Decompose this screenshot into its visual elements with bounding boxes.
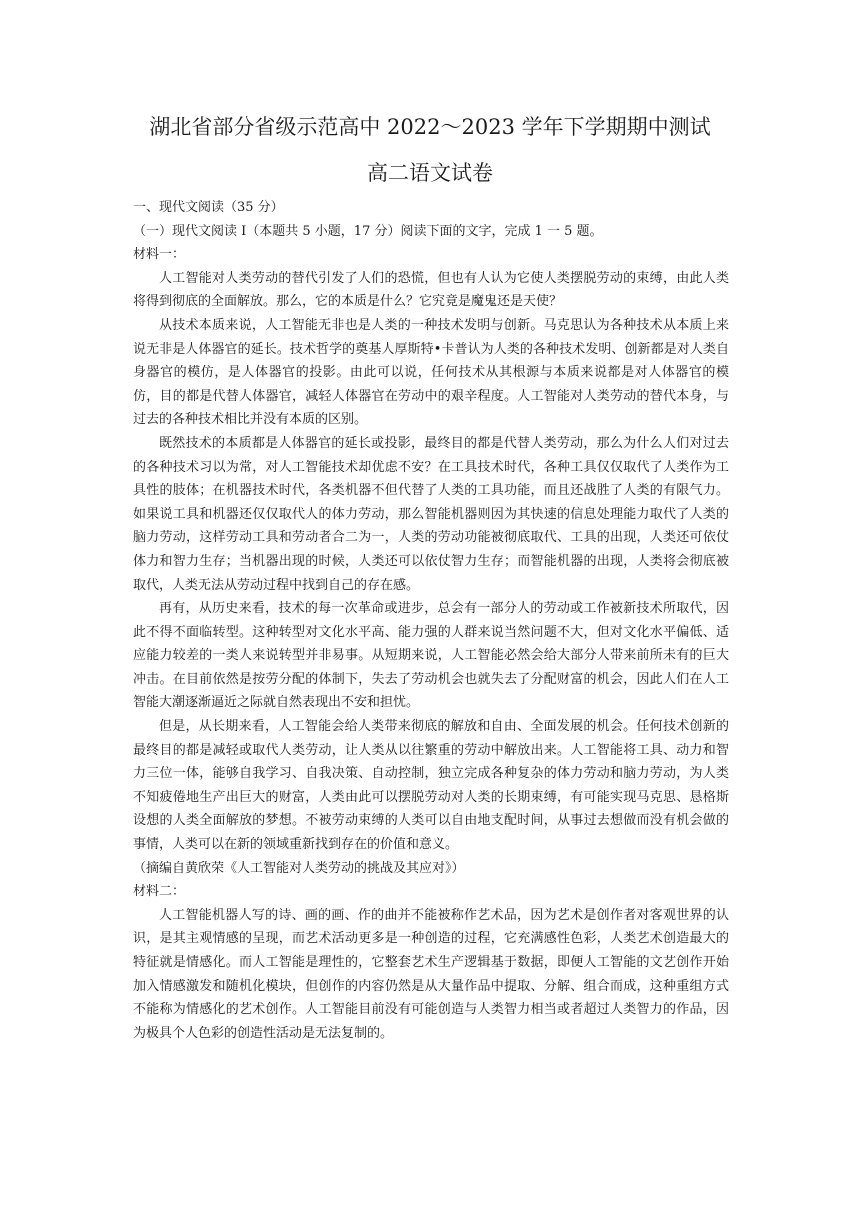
material-two-paragraph: 人工智能机器人写的诗、画的画、作的曲并不能被称作艺术品，因为艺术是创作者对客观世界的认识，是其主观情感的呈现，而艺术活动更多是一种创造的过程，它充满感性色彩，人类艺术创造最大的特征就是情感化。而人工智能是理性的，它整套艺术生产逻辑基于数据，即便人工智能的文艺创作开始加入情感激发和随机化模块，但创作的内容仍然是从大量作品中提取、分解、组合而成，这种重组方式不能称为情感化的艺术创作。人工智能目前没有可能创造与人类智力相当或者超过人类智力的作品，因为极具个人色彩的创造性活动是无法复制的。	[133, 907, 729, 1041]
material-one-paragraph: 再有，从历史来看，技术的每一次革命或进步，总会有一部分人的劳动或工作被新技术所取代，因此不得不面临转型。这种转型对文化水平高、能力强的人群来说当然问题不大，但对文化水平偏低、适应能力较差的一类人来说转型并非易事。从短期来说，人工智能必然会给大部分人带来前所未有的巨大冲击。在目前依然是按劳分配的体制下，失去了劳动机会也就失去了分配财富的机会，因此人们在人工智能大潮逐渐逼近之际就自然表现出不安和担忧。	[133, 601, 729, 711]
material-one-paragraph: 人工智能对人类劳动的替代引发了人们的恐慌，但也有人认为它使人类摆脱劳动的束缚，由此人类将得到彻底的全面解放。那么，它的本质是什么？它究竟是魔鬼还是天使？	[133, 270, 729, 310]
exam-content	[133, 196, 729, 1045]
exam-subtitle: 高二语文试卷	[367, 161, 493, 185]
section-heading: 一、现代文阅读（35 分）	[133, 200, 284, 215]
exam-title: 湖北省部分省级示范高中 2022～2023 学年下学期期中测试	[149, 115, 711, 139]
material-one-label: 材料一：	[133, 247, 186, 263]
material-one-paragraph: 但是，从长期来看，人工智能会给人类带来彻底的解放和自由、全面发展的机会。任何技术创新的最终目的都是减轻或取代人类劳动，让人类从以往繁重的劳动中解放出来。人工智能将工具、动力和智力三位一体，能够自我学习、自我决策、自动控制，独立完成各种复杂的体力劳动和脑力劳动，为人类不知疲倦地生产出巨大的财富，人类由此可以摆脱劳动对人类的长期束缚，有可能实现马克思、恳格斯设想的人类全面解放的梦想。不被劳动束缚的人类可以自由地支配时间，从事过去想做而没有机会做的事情，人类可以在新的领域重新找到存在的价值和意义。	[133, 719, 729, 853]
material-one-paragraph: 从技术本质来说，人工智能无非也是人类的一种技术发明与创新。马克思认为各种技术从本质上来说无非是人体器官的延长。技术哲学的奠基人厚斯特•卡普认为人类的各种技术发明、创新都是对人类自身器官的模仿，是人体器官的投影。由此可以说，任何技术从其根源与本质来说都是对人体器官的模仿，目的都是代替人体器官，减轻人体器官在劳动中的艰辛程度。人工智能对人类劳动的替代本身，与过去的各种技术相比并没有本质的区别。	[133, 317, 729, 428]
material-one-source: （摘编自黄欣荣《人工智能对人类劳动的挑战及其应对》）	[133, 860, 465, 876]
section-instructions: （一）现代文阅读 I（本题共 5 小题，17 分）阅读下面的文字，完成 1 一 5 题。	[133, 223, 603, 239]
material-two-label: 材料二：	[133, 884, 186, 900]
material-one-paragraph: 既然技术的本质都是人体器官的延长或投影，最终目的都是代替人类劳动，那么为什么人们对过去的各种技术习以为常，对人工智能技术却优虑不安？在工具技术时代，各种工具仅仅取代了人类作为工具性的肢体；在机器技术时代，各类机器不但代替了人类的工具功能，而且还战胜了人类的有限气力。如果说工具和机器还仅仅取代人的体力劳动，那么智能机器则因为其快速的信息处理能力取代了人类的脑力劳动，这样劳动工具和劳动者合二为一，人类的劳动功能被彻底取代、工具的出现，人类还可依仗体力和智力生存；当机器出现的时候，人类还可以依仗智力生存；而智能机器的出现，人类将会彻底被取代，人类无法从劳动过程中找到自己的存在感。	[133, 435, 729, 593]
